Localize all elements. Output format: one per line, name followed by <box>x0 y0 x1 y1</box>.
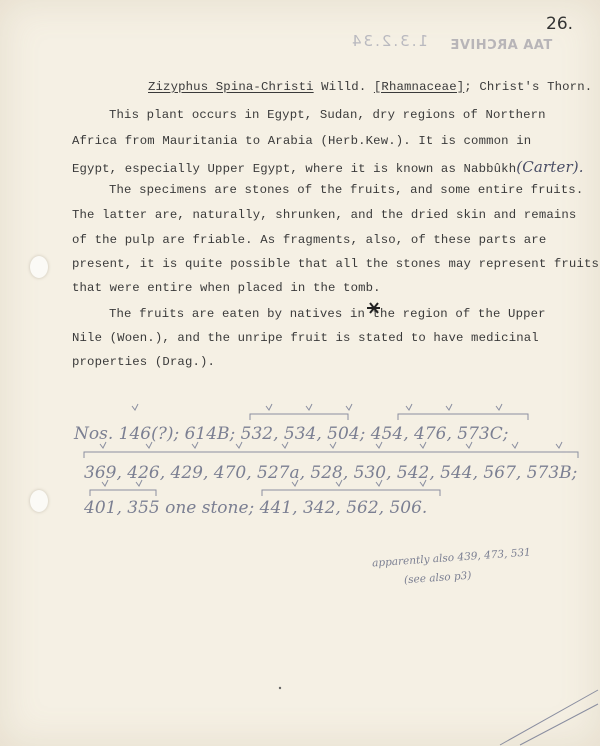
paragraph-2-line-2: The latter are, naturally, shrunken, and the dried skin and remains <box>72 208 577 222</box>
paragraph-1-line-2: Africa from Mauritania to Arabia (Herb.Kew.). It is common in <box>72 134 532 148</box>
species-family: [Rhamnaceae] <box>373 80 465 94</box>
paragraph-2-line-5: that were entire when placed in the tomb. <box>72 281 381 295</box>
bracket-mark <box>90 490 156 496</box>
handwritten-numbers-line-1: Nos. 146(?); 614B; 532, 534, 504; 454, 476, 573C; <box>74 424 509 444</box>
species-authority: Willd. <box>313 80 374 94</box>
corner-mark <box>500 690 598 745</box>
paragraph-3-line-2: Nile (Woen.), and the unripe fruit is stated to have medicinal <box>72 331 539 345</box>
handwritten-numbers-line-3: 401, 355 one stone; 441, 342, 562, 506. <box>84 498 428 518</box>
margin-note-line-2: (see also p3) <box>403 569 472 587</box>
paragraph-2-line-1: The specimens are stones of the fruits, and some entire fruits. <box>109 183 584 197</box>
paragraph-3-line-1: The fruits are eaten by natives in the region of the Upper <box>109 307 546 321</box>
paragraph-1-line-3-typed: Egypt, especially Upper Egypt, where it is known as Nabbûkh <box>72 162 517 176</box>
archive-stamp: TAA ARCHIVE <box>450 38 553 53</box>
pencil-dot <box>279 687 281 689</box>
paragraph-1-line-1: This plant occurs in Egypt, Sudan, dry regions of Northern <box>109 108 546 122</box>
handwritten-carter: (Carter). <box>516 158 584 176</box>
bracket-mark <box>250 414 348 420</box>
bracket-mark <box>262 490 440 496</box>
handwritten-numbers-line-2: 369, 426, 429, 470, 527a, 528, 530, 542, 544, 567, 573B; <box>84 463 578 483</box>
corner-mark <box>520 704 598 745</box>
struck-out-word <box>367 303 380 313</box>
species-name: Zizyphus Spina-Christi <box>148 80 314 94</box>
bracket-mark <box>84 452 578 458</box>
check-marks <box>100 404 562 486</box>
pencil-reference: 1.3.2.34 <box>350 32 429 50</box>
common-name: ; Christ's Thorn. <box>464 80 593 94</box>
page-number: 26. <box>546 14 574 34</box>
paragraph-3-line-3: properties (Drag.). <box>72 355 216 369</box>
bracket-mark <box>398 414 528 420</box>
paragraph-2-line-4: present, it is quite possible that all the stones may represent fruits <box>72 257 600 271</box>
paragraph-2-line-3: of the pulp are friable. As fragments, also, of these parts are <box>72 233 547 247</box>
margin-note-line-1: apparently also 439, 473, 531 <box>371 546 532 570</box>
